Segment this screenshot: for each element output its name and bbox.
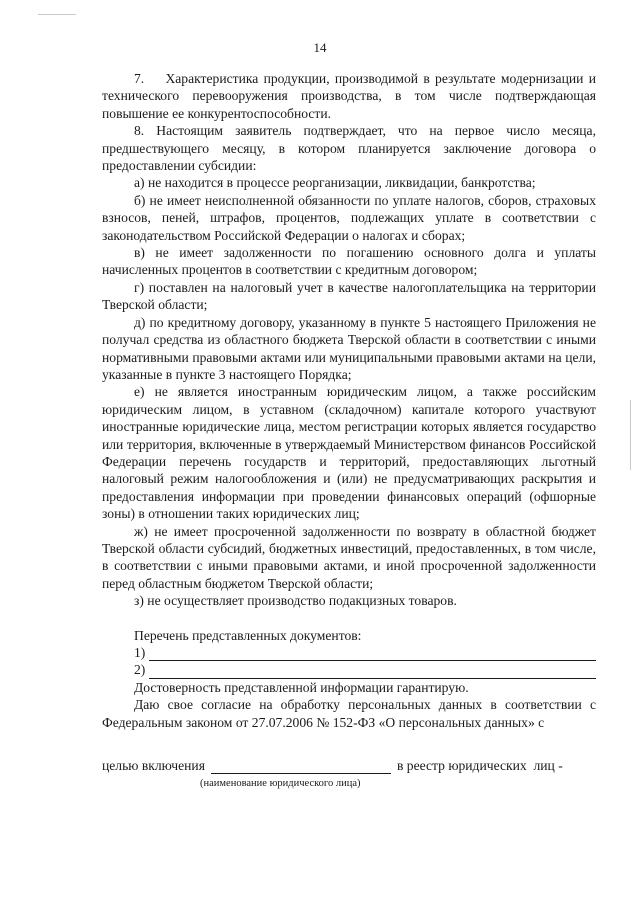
clause-g: г) поставлен на налоговый учет в качестве налогоплательщика на территории Тверской области; — [102, 279, 596, 313]
document-item-1 — [102, 644, 596, 661]
documents-list-title: Перечень представленных документов: — [134, 627, 362, 643]
scan-artifact — [38, 14, 76, 15]
consent-purpose-after: в реестр юридических лиц - — [396, 758, 563, 773]
document-body — [102, 70, 596, 793]
clause-a: а) не находится в процессе реорганизации, ликвидации, банкротства; — [134, 175, 536, 191]
consent-purpose-before: целью включения — [102, 758, 205, 773]
clause-z: з) не осуществляет производство подакцизных товаров. — [134, 593, 457, 609]
clause-v: в) не имеет задолженности по погашению основного долга и уплаты начисленных процентов в соответствии с кредитным договором; — [102, 245, 596, 278]
spacer — [102, 610, 596, 627]
clause-zh: ж) не имеет просроченной задолженности по возврату в областной бюджет Тверской области субсидий, бюджетных инвестиций, предоставленных, в том числе, в соответствии с иными правовыми актами, и иной просроченной задолженности перед областным бюджетом Тверской области; — [102, 523, 596, 591]
page-number: 14 — [313, 40, 327, 55]
document-item-number: 2) — [134, 662, 146, 678]
clause-d: д) по кредитному договору, указанному в пункте 5 настоящего Приложения не получал средства из областного бюджета Тверской области в соответствии с иными нормативными правовыми актами или муниципальными правовыми актами на цели, указанные в пункте 3 настоящего Порядка; — [102, 314, 596, 382]
consent-purpose-line — [102, 757, 596, 774]
clause-e: е) не является иностранным юридическим лицом, а также российским юридическим лицом, в уставном (складочном) капитале которого участвуют иностранные юридические лица, местом регистрации которых является государство или территория, включенные в утверждаемый Министерством финансов Российской Федерации перечень государств и территорий, предоставляющих льготный налоговый режим налогообложения и (или) не предусматривающих раскрытия и предоставления информации при проведении финансовых операций (офшорные зоны) в отношении таких юридических лиц; — [102, 384, 596, 522]
guarantee-statement: Достоверность представленной информации гарантирую. — [134, 679, 469, 695]
consent-statement: Даю свое согласие на обработку персональных данных в соответствии с Федеральным законом от 27.07.2006 № 152-ФЗ «О персональных данных» с — [102, 697, 596, 730]
document-item-1-blank-field[interactable] — [149, 647, 596, 661]
scan-artifact — [630, 400, 631, 470]
document-item-number: 1) — [134, 644, 146, 660]
document-item-2-blank-field[interactable] — [149, 665, 596, 679]
paragraph-8: 8. Настоящим заявитель подтверждает, что на первое число месяца, предшествующего месяцу, в котором планируется заключение договора о предоставлении субсидии: — [102, 123, 596, 174]
legal-entity-name-caption: (наименование юридического лица) — [200, 778, 361, 790]
legal-entity-name-blank-field[interactable] — [211, 760, 391, 774]
document-item-2 — [102, 661, 596, 678]
paragraph-7: 7. Характеристика продукции, производимой в результате модернизации и технического перевооружения производства, в том числе подтверждающая повышение ее конкурентоспособности. — [102, 71, 596, 121]
clause-b: б) не имеет неисполненной обязанности по уплате налогов, сборов, страховых взносов, пеней, штрафов, процентов, подлежащих уплате в соответствии с законодательством Российской Федерации о налогах и сборах; — [102, 192, 596, 243]
